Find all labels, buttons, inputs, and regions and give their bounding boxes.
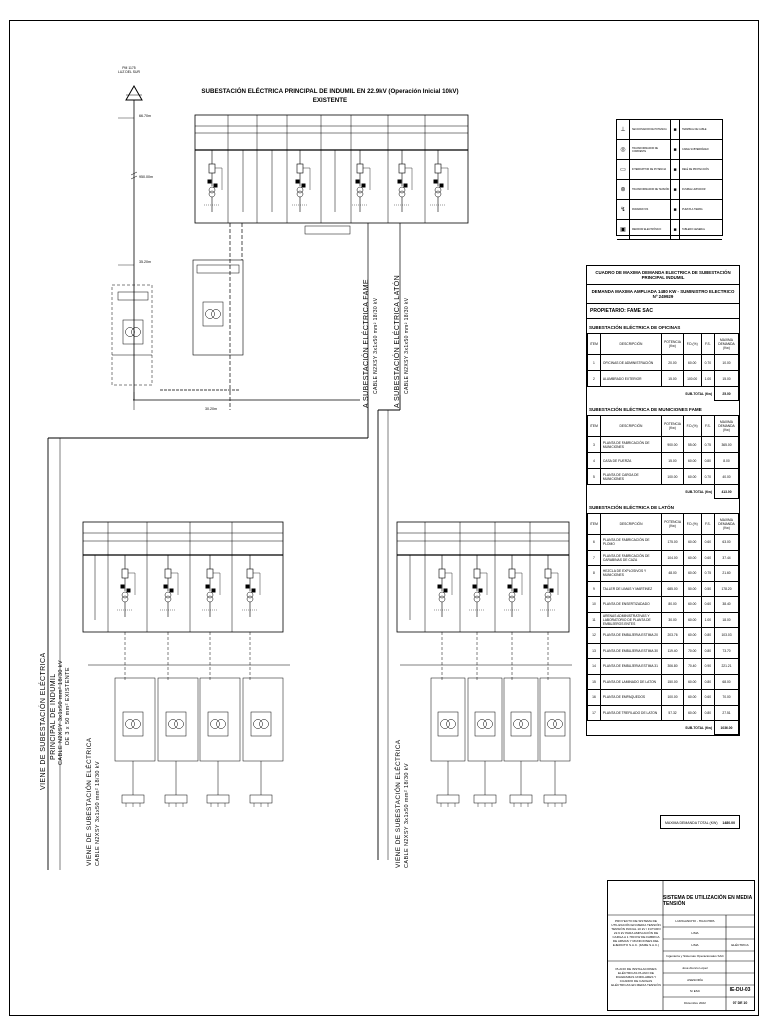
title-block-title: SISTEMA DE UTILIZACIÓN EN MEDIA TENSIÓN <box>663 895 753 907</box>
cell-maxd: 103.03 <box>715 628 739 644</box>
demand-section-table <box>587 415 739 499</box>
column-header-desc: DESCRIPCIÓN <box>600 514 661 535</box>
column-header-power: POTENCIA (Kw) <box>662 416 684 437</box>
legend-row <box>617 220 722 240</box>
cell-maxd: 27.51 <box>715 705 739 721</box>
cell-fs: 0.60 <box>701 597 714 613</box>
cell-power: 685.00 <box>662 581 684 597</box>
cell-power: 306.80 <box>662 659 684 675</box>
laton-switchgear <box>397 522 572 807</box>
cell-item: 7 <box>588 550 601 566</box>
title-block-drawing: PLANO DE INSTALACIONES ELÉCTRICAS PLANO DE DIAGRAMAS UNIFILARES Y CUADRO DE CARGAS ELÉCTRICAS EN MEDIA TENSIÓN <box>611 967 661 987</box>
legend-label: CABLE SUBTERRÁNEO <box>682 148 709 151</box>
cell-desc: ARENAS ADMINISTRATIVAS Y LABORATORIO DE PLANTA DE EMBUJEROS ENTES <box>600 612 661 628</box>
cell-fd: 60.00 <box>683 453 701 469</box>
cell-fs: 0.60 <box>701 550 714 566</box>
legend-symbol-icon: ■ <box>670 140 680 159</box>
column-header-maxd: MAXIMA DEMANDA (Kw) <box>715 334 739 355</box>
cell-fs: 1.00 <box>701 612 714 628</box>
legend-label: TABLERO GENERAL <box>682 228 706 231</box>
legend-row <box>617 160 722 180</box>
cell-power: 119.40 <box>662 643 684 659</box>
title-block <box>607 880 755 1011</box>
cell-fs: 0.70 <box>701 469 714 485</box>
legend-label: TRANSFORMADOR DE CORRIENTE <box>632 146 659 153</box>
column-header-item: ITEM <box>588 416 601 437</box>
cell-item: 16 <box>588 690 601 706</box>
feed-distance-3: 35.20m <box>139 260 151 264</box>
cell-desc: PLANTA DE EMBUJERIA ESTIMA 20 <box>600 628 661 644</box>
demand-table-subtitle: DEMANDA MAXIMA AMPLIADA 1480 KW - SUMINISTRO ELECTRICO Nº 249929 <box>587 285 739 304</box>
cell-maxd: 18.00 <box>715 612 739 628</box>
table-row <box>588 581 739 597</box>
cell-maxd: 37.44 <box>715 550 739 566</box>
cell-maxd: 68.00 <box>715 674 739 690</box>
legend-row <box>617 120 722 140</box>
cell-desc: TALLER DE LIMAS Y MARTINEZ <box>600 581 661 597</box>
cell-desc: ALUMBRADO EXTERIOR <box>600 371 661 387</box>
title-block-place: LURIGANCHO - HUACHIPA <box>675 919 715 923</box>
table-row <box>588 597 739 613</box>
title-block-engineer: José Alonzo López <box>682 966 708 970</box>
column-header-item: ITEM <box>588 514 601 535</box>
cell-power: 57.32 <box>662 705 684 721</box>
label-from-main-3: CABLE N2XSY 3x1x50 mm² 18/30 kV <box>58 660 64 765</box>
legend-symbol-icon: ⊥ <box>617 120 630 139</box>
subtotal-row <box>588 485 739 499</box>
legend-symbol-icon: ■ <box>670 200 680 219</box>
max-demand-value: 1480.00 <box>722 821 736 825</box>
cell-power: 150.00 <box>662 674 684 690</box>
title-block-dept: LIMA <box>691 943 699 947</box>
cell-item: 1 <box>588 355 601 371</box>
cell-fs: 0.80 <box>701 643 714 659</box>
label-to-fame: A SUBESTACIÓN ELÉCTRICA FAME <box>363 279 370 408</box>
cell-maxd: 40.00 <box>715 469 739 485</box>
label-laton-incoming-1: VIENE DE SUBESTACIÓN ELÉCTRICA <box>395 739 402 868</box>
column-header-power: POTENCIA (Kw) <box>662 334 684 355</box>
cell-item: 5 <box>588 469 601 485</box>
label-from-main-4: DE 3 x 50 mm² EXISTENTE <box>65 667 71 745</box>
legend-symbol-icon: ⊚ <box>617 180 630 199</box>
cell-desc: PLANTA DE LAMINADO DE LATON <box>600 674 661 690</box>
cell-desc: PLANTA DE CARGA DE MUNICIONES <box>600 469 661 485</box>
symbol-legend <box>616 119 723 236</box>
cell-item: 14 <box>588 659 601 675</box>
cell-power: 203.76 <box>662 628 684 644</box>
label-to-laton: A SUBESTACIÓN ELÉCTRICA LATÓN <box>394 274 401 408</box>
demand-section-title: SUBESTACIÓN ELÉCTRICA DE OFICINAS <box>589 325 681 330</box>
cell-maxd: 21.60 <box>715 566 739 582</box>
cell-item: 3 <box>588 437 601 453</box>
cell-item: 6 <box>588 535 601 551</box>
column-header-maxd: MAXIMA DEMANDA (Kw) <box>715 416 739 437</box>
legend-label: TERMINAL DE CABLE <box>682 128 707 131</box>
cell-fd: 100.00 <box>683 371 701 387</box>
max-demand-total <box>660 815 740 829</box>
cell-item: 4 <box>588 453 601 469</box>
table-header-row <box>588 334 739 355</box>
cell-item: 11 <box>588 612 601 628</box>
table-row <box>588 659 739 675</box>
column-header-fs: F.S. <box>701 514 714 535</box>
cell-power: 80.00 <box>662 597 684 613</box>
main-switchgear <box>195 115 468 234</box>
table-row <box>588 705 739 721</box>
column-header-fd: F.D.(%) <box>683 416 701 437</box>
cell-item: 10 <box>588 597 601 613</box>
table-row <box>588 628 739 644</box>
label-to-laton-cable: CABLE N2XSY 3x1x50 mm² 18/30 kV <box>404 297 410 394</box>
table-row <box>588 469 739 485</box>
title-block-region: LIMA <box>691 931 699 935</box>
subtotal-value: 1036.00 <box>715 721 739 735</box>
cell-fd: 70.00 <box>683 643 701 659</box>
cell-fd: 60.00 <box>683 550 701 566</box>
legend-label: SECCIONADOR DE POTENCIA <box>632 128 667 131</box>
table-row <box>588 690 739 706</box>
cell-power: 15.00 <box>662 453 684 469</box>
cell-item: 15 <box>588 674 601 690</box>
cell-fs: 0.70 <box>701 355 714 371</box>
main-substation-title <box>200 87 460 105</box>
table-row <box>588 612 739 628</box>
title-block-company: Ingeniería y Sistemas Operacionales SAC <box>666 954 724 958</box>
cell-fd: 60.00 <box>683 674 701 690</box>
cell-item: 13 <box>588 643 601 659</box>
cell-fs: 0.80 <box>701 453 714 469</box>
cell-desc: PLANTA DE EMBUJERIA ESTIMA 31 <box>600 659 661 675</box>
table-row <box>588 674 739 690</box>
subtotal-row <box>588 721 739 735</box>
cell-maxd: 63.00 <box>715 535 739 551</box>
cell-fd: 50.00 <box>683 581 701 597</box>
label-fame-incoming-1: VIENE DE SUBESTACIÓN ELÉCTRICA <box>86 737 93 866</box>
cell-fd: 60.00 <box>683 597 701 613</box>
cell-power: 20.00 <box>662 355 684 371</box>
legend-label: INTERRUPTOR DE POTENCIA <box>632 168 667 171</box>
cell-fs: 0.90 <box>701 659 714 675</box>
title-block-scale: S/ ESC <box>689 989 701 993</box>
table-header-row <box>588 514 739 535</box>
main-title-line2: EXISTENTE <box>312 97 348 104</box>
legend-label: MEDIDOR ELECTRÓNICO <box>632 228 662 231</box>
cell-power: 900.00 <box>662 437 684 453</box>
legend-symbol-icon: ■ <box>670 160 680 179</box>
title-block-sheet: IE-DU-03 <box>729 987 751 993</box>
cell-power: 48.00 <box>662 566 684 582</box>
cell-item: 17 <box>588 705 601 721</box>
demand-table <box>586 265 740 736</box>
cell-desc: HEZCLA DE EXPLOSIVOS Y MUNICIONES <box>600 566 661 582</box>
cell-maxd: 70.00 <box>715 690 739 706</box>
demand-section-table <box>587 513 739 735</box>
subtotal-value: 25.00 <box>715 387 739 401</box>
label-laton-incoming-2: CABLE N2XSY 3x1x50 mm² 18/30 kV <box>404 763 410 868</box>
title-block-checker: ASESORÍA <box>687 978 703 982</box>
legend-label: PUESTA A TIERRA <box>682 208 703 211</box>
cell-item: 9 <box>588 581 601 597</box>
table-row <box>588 550 739 566</box>
legend-label: TRANSFORMADOR DE TENSIÓN <box>632 188 670 191</box>
column-header-power: POTENCIA (Kw) <box>662 514 684 535</box>
cell-desc: PLANTA DE TREFILADO DE LATON <box>600 705 661 721</box>
subtotal-label: SUB-TOTAL (Kw) <box>685 391 713 396</box>
cell-maxd: 38.40 <box>715 597 739 613</box>
cell-fd: 70.40 <box>683 659 701 675</box>
demand-table-title: CUADRO DE MAXIMA DEMANDA ELECTRICA DE SUBESTACIÓN PRINCIPAL INDUMIL <box>587 266 739 285</box>
fame-switchgear <box>83 522 290 807</box>
cell-fs: 0.80 <box>701 628 714 644</box>
legend-label: PARARRAYOS <box>632 208 649 211</box>
cell-power: 104.00 <box>662 550 684 566</box>
column-header-item: ITEM <box>588 334 601 355</box>
cell-fd: 60.00 <box>683 535 701 551</box>
cell-fd: 60.00 <box>683 469 701 485</box>
metering-box <box>112 285 360 410</box>
column-header-desc: DESCRIPCIÓN <box>600 334 661 355</box>
table-row <box>588 355 739 371</box>
label-to-fame-cable: CABLE N2XSY 3x1x50 mm² 18/30 kV <box>373 297 379 394</box>
cell-fs: 0.75 <box>701 566 714 582</box>
cell-fs: 0.60 <box>701 535 714 551</box>
cell-desc: PLANTA DE FABRICACIÓN DE PLOMO <box>600 535 661 551</box>
column-header-fd: F.D.(%) <box>683 514 701 535</box>
cell-fs: 0.80 <box>701 674 714 690</box>
cell-maxd: 15.00 <box>715 371 739 387</box>
legend-label: RELÉ DE PROTECCIÓN <box>682 168 709 171</box>
column-header-fs: F.S. <box>701 334 714 355</box>
title-block-specialty: ELÉCTRICA <box>731 943 749 947</box>
cell-power: 15.00 <box>662 371 684 387</box>
cell-fd: 60.00 <box>683 705 701 721</box>
cell-fd: 60.00 <box>683 628 701 644</box>
cell-item: 12 <box>588 628 601 644</box>
column-header-desc: DESCRIPCIÓN <box>600 416 661 437</box>
cell-fs: 0.80 <box>701 705 714 721</box>
cell-desc: OFICINAS DE ADMINISTRACIÓN <box>600 355 661 371</box>
incoming-feed <box>118 86 142 400</box>
legend-row <box>617 140 722 160</box>
demand-section-title: SUBESTACIÓN ELÉCTRICA DE LATÓN <box>589 505 674 510</box>
cell-power: 30.00 <box>662 612 684 628</box>
cell-desc: PLANTA DE EMPAQUEDOS <box>600 690 661 706</box>
max-demand-label: MAXIMA DEMANDA TOTAL (KW) <box>664 821 718 825</box>
cell-item: 2 <box>588 371 601 387</box>
cell-fs: 0.50 <box>701 581 714 597</box>
cell-fd: 55.00 <box>683 437 701 453</box>
main-title-line1: SUBESTACIÓN ELÉCTRICA PRINCIPAL DE INDUMIL EN 22.9kV (Operación Inicial 10kV) <box>201 88 459 95</box>
column-header-maxd: MAXIMA DEMANDA (Kw) <box>715 514 739 535</box>
legend-label: FUSIBLE LIMITADOR <box>682 188 706 191</box>
table-row <box>588 453 739 469</box>
legend-symbol-icon: ◎ <box>617 140 630 159</box>
legend-symbol-icon: ■ <box>670 180 680 199</box>
cell-desc: PLANTA DE EMBUJERIA ESTIMA 30 <box>600 643 661 659</box>
cell-desc: PLANTA DE FABRICACIÓN DE CARABINAS DE CAZA <box>600 550 661 566</box>
cell-desc: PLANTA DE FABRICACIÓN DE MUNICIONES <box>600 437 661 453</box>
table-row <box>588 437 739 453</box>
cell-power: 100.00 <box>662 690 684 706</box>
cell-fs: 0.75 <box>701 437 714 453</box>
cell-fd: 60.00 <box>683 690 701 706</box>
subtotal-label: SUB-TOTAL (Kw) <box>685 489 712 494</box>
subtotal-value: 413.00 <box>715 485 739 499</box>
table-row <box>588 535 739 551</box>
cell-maxd: 8.00 <box>715 453 739 469</box>
label-from-main-1: VIENE DE SUBESTACIÓN ELÉCTRICA <box>40 652 47 790</box>
cell-power: 175.00 <box>662 535 684 551</box>
demand-section-title: SUBESTACIÓN ELÉCTRICA DE MUNICIONES FAME <box>589 407 702 412</box>
column-header-fd: F.D.(%) <box>683 334 701 355</box>
cell-maxd: 365.00 <box>715 437 739 453</box>
feed-distance-1: 66.70m <box>139 114 151 118</box>
column-header-fs: F.S. <box>701 416 714 437</box>
cell-maxd: 10.00 <box>715 355 739 371</box>
cell-fs: 1.00 <box>701 371 714 387</box>
legend-row <box>617 200 722 220</box>
feed-distance-2: 950.00m <box>139 175 153 179</box>
cell-desc: PLANTA DE ENSERTIZADADO <box>600 597 661 613</box>
cell-fs: 0.60 <box>701 690 714 706</box>
cell-maxd: 73.70 <box>715 643 739 659</box>
legend-symbol-icon: ■ <box>670 120 680 139</box>
cell-item: 8 <box>588 566 601 582</box>
cell-power: 100.00 <box>662 469 684 485</box>
cell-maxd: 178.20 <box>715 581 739 597</box>
table-row <box>588 643 739 659</box>
title-block-date: Diciembre 2022 <box>684 1001 706 1005</box>
label-from-main-2: PRINCIPAL DE INDUMIL <box>50 673 57 760</box>
label-fame-incoming-2: CABLE N2XSY 3x1x50 mm² 18/30 kV <box>95 761 101 866</box>
legend-symbol-icon: ↯ <box>617 200 630 219</box>
table-header-row <box>588 416 739 437</box>
demand-table-owner: PROPIETARIO: FAME SAC <box>587 304 739 319</box>
legend-symbol-icon: ▭ <box>617 160 630 179</box>
table-row <box>588 566 739 582</box>
cell-fd: 60.00 <box>683 566 701 582</box>
legend-symbol-icon: ▣ <box>617 220 630 239</box>
title-block-sheet-number: 07 DE 10 <box>732 1001 748 1005</box>
cell-desc: CASA DE FUERZA <box>600 453 661 469</box>
feed-origin-label: PM 1175 LUZ DEL SUR <box>118 66 140 74</box>
cell-maxd: 221.21 <box>715 659 739 675</box>
cell-fd: 60.00 <box>683 612 701 628</box>
legend-symbol-icon: ■ <box>670 220 680 239</box>
subtotal-label: SUB-TOTAL (Kw) <box>685 725 713 730</box>
table-row <box>588 371 739 387</box>
demand-section-table <box>587 333 739 401</box>
legend-row <box>617 180 722 200</box>
cell-fd: 60.00 <box>683 355 701 371</box>
feed-distance-4: 30.20m <box>205 407 217 411</box>
title-block-project: PROYECTO DE SISTEMA DE UTILIZACIÓN EN MEDIA TENSIÓN TENSIÓN INICIAL 10 kV / FUTURO 22.9 kV PARA AMPLIACIÓN DE CARGA A 1 780 KW DE FABRICA DE ARMAS Y MUNICIONES DEL EJERCITO S.A.C. (FAME S.A.C.) <box>611 919 661 947</box>
subtotal-row <box>588 387 739 401</box>
